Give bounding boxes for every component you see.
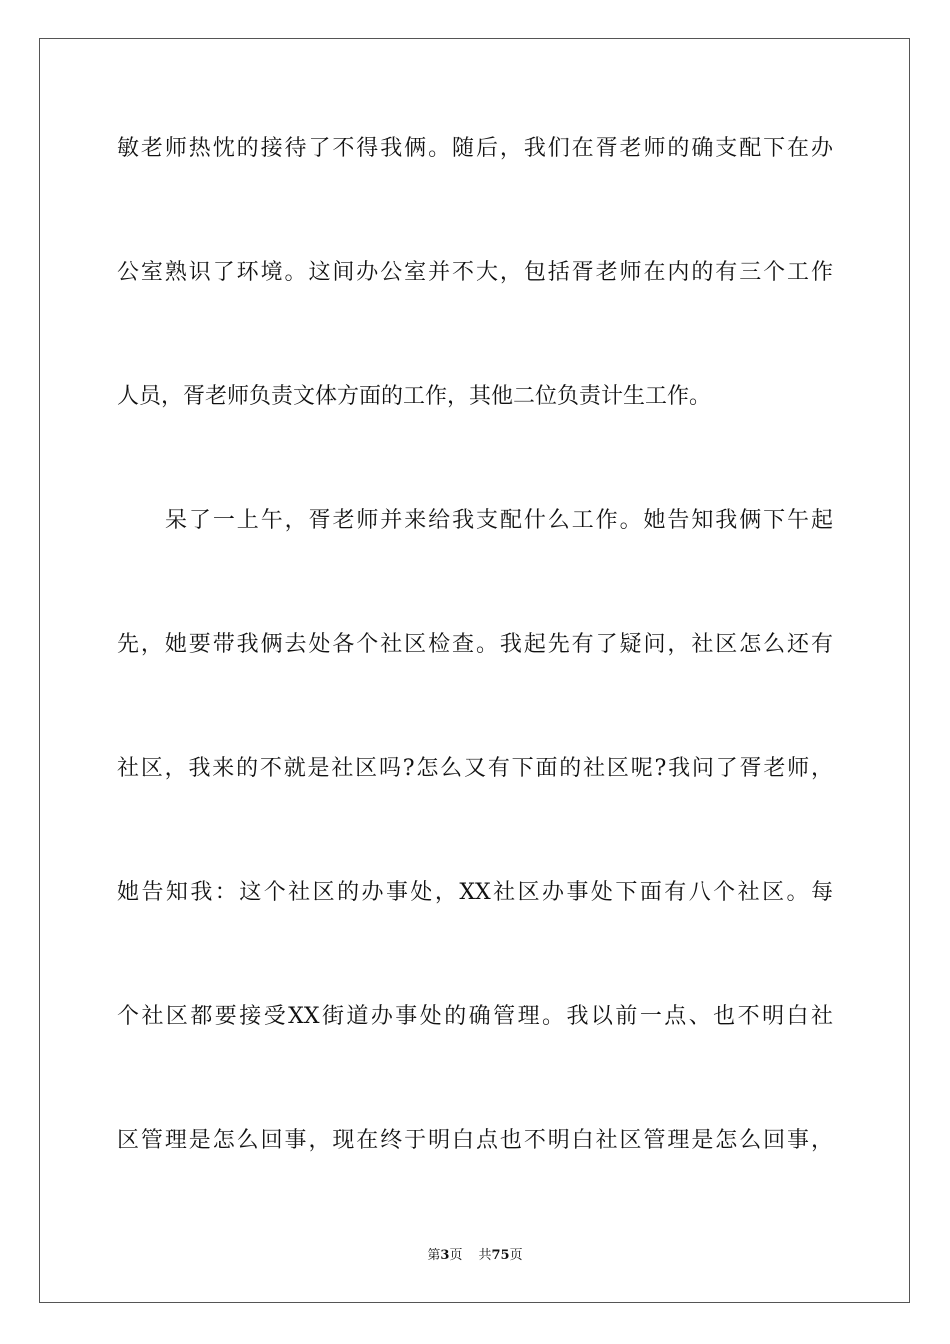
total-prefix: 共 <box>478 1248 492 1263</box>
paragraph-line-6: 社区，我来的不就是社区吗?怎么又有下面的社区呢?我问了胥老师， <box>117 756 833 781</box>
paragraph-line-8: 个社区都要接受XX街道办事处的确管理。我以前一点、也不明白社 <box>117 1004 833 1029</box>
total-pages: 75 <box>491 1248 510 1263</box>
paragraph-line-9: 区管理是怎么回事，现在终于明白点也不明白社区管理是怎么回事， <box>117 1128 833 1153</box>
paragraph-line-7: 她告知我：这个社区的办事处，XX社区办事处下面有八个社区。每 <box>117 880 833 905</box>
page-border <box>39 38 910 1303</box>
paragraph-line-3: 人员，胥老师负责文体方面的工作，其他二位负责计生工作。 <box>117 384 712 409</box>
page-suffix: 页 <box>449 1248 463 1263</box>
paragraph-line-5: 先，她要带我俩去处各个社区检查。我起先有了疑问，社区怎么还有 <box>117 632 833 657</box>
page-number: 3 <box>440 1248 450 1263</box>
paragraph-line-4: 呆了一上午，胥老师并来给我支配什么工作。她告知我俩下午起 <box>165 508 833 533</box>
paragraph-line-1: 敏老师热忱的接待了不得我俩。随后，我们在胥老师的确支配下在办 <box>117 136 833 161</box>
page-footer <box>0 1247 950 1265</box>
total-suffix: 页 <box>509 1248 523 1263</box>
page-prefix: 第 <box>427 1248 441 1263</box>
paragraph-line-2: 公室熟识了环境。这间办公室并不大，包括胥老师在内的有三个工作 <box>117 260 833 285</box>
